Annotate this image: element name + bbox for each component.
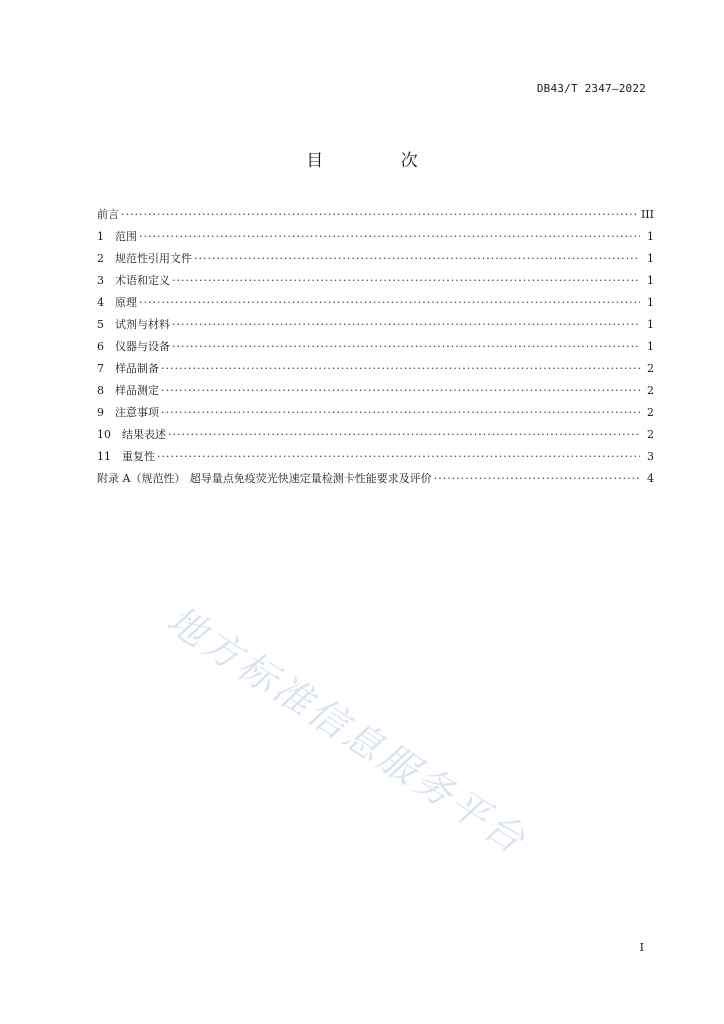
toc-entry-label: 前言 xyxy=(97,208,119,221)
toc-entry-label: 仪器与设备 xyxy=(115,340,170,353)
toc-entry-1[interactable] xyxy=(97,226,654,248)
toc-entry-11[interactable] xyxy=(97,446,654,468)
toc-entry-page: 1 xyxy=(647,296,654,309)
toc-entry-number: 9 xyxy=(97,406,104,419)
toc-leader-dots xyxy=(194,248,640,270)
toc-entry-number: 1 xyxy=(97,230,104,243)
toc-entry-label: 规范性引用文件 xyxy=(115,252,192,265)
toc-entry-page: 1 xyxy=(647,318,654,331)
toc-entry-number: 4 xyxy=(97,296,104,309)
table-of-contents xyxy=(97,204,654,490)
toc-leader-dots xyxy=(161,402,640,424)
toc-entry-page: 2 xyxy=(647,406,654,419)
appendix-prefix: 附录 A（规范性） xyxy=(97,472,186,485)
toc-title: 目 次 xyxy=(306,151,454,171)
document-code: DB43/T 2347—2022 xyxy=(536,82,646,95)
toc-entry-page: 4 xyxy=(647,472,654,485)
toc-entry-7[interactable] xyxy=(97,358,654,380)
toc-entry-6[interactable] xyxy=(97,336,654,358)
toc-leader-dots xyxy=(161,380,640,402)
toc-entry-label: 原理 xyxy=(115,296,137,309)
toc-entry-label: 重复性 xyxy=(122,450,155,463)
toc-entry-label: 样品制备 xyxy=(115,362,159,375)
toc-leader-dots xyxy=(161,358,640,380)
toc-leader-dots xyxy=(157,446,640,468)
toc-leader-dots xyxy=(434,468,640,490)
toc-entry-number: 6 xyxy=(97,340,104,353)
page-number: I xyxy=(639,941,644,954)
toc-entry-page: 1 xyxy=(647,252,654,265)
toc-entry-page: 2 xyxy=(647,428,654,441)
toc-entry-page: 2 xyxy=(647,384,654,397)
toc-entry-page: 2 xyxy=(647,362,654,375)
toc-entry-3[interactable] xyxy=(97,270,654,292)
toc-entry-label: 范围 xyxy=(115,230,137,243)
toc-leader-dots xyxy=(172,336,640,358)
toc-leader-dots xyxy=(172,314,640,336)
toc-entry-page: 1 xyxy=(647,340,654,353)
toc-entry-4[interactable] xyxy=(97,292,654,314)
toc-entry-number: 8 xyxy=(97,384,104,397)
toc-entry-10[interactable] xyxy=(97,424,654,446)
toc-entry-number: 10 xyxy=(97,428,111,441)
toc-entry-appendix-a[interactable] xyxy=(97,468,654,490)
toc-entry-page: 1 xyxy=(647,274,654,287)
toc-entry-number: 7 xyxy=(97,362,104,375)
watermark: 地方标准信息服务平台 xyxy=(159,597,536,864)
toc-entry-8[interactable] xyxy=(97,380,654,402)
toc-entry-5[interactable] xyxy=(97,314,654,336)
toc-leader-dots xyxy=(172,270,640,292)
toc-leader-dots xyxy=(139,292,640,314)
toc-entry-label: 试剂与材料 xyxy=(115,318,170,331)
toc-leader-dots xyxy=(139,226,640,248)
toc-entry-page: 3 xyxy=(647,450,654,463)
toc-entry-number: 11 xyxy=(97,450,111,463)
toc-entry-label: 结果表述 xyxy=(122,428,166,441)
toc-leader-dots xyxy=(121,204,637,226)
toc-entry-label: 样品测定 xyxy=(115,384,159,397)
toc-entry-number: 3 xyxy=(97,274,104,287)
appendix-label: 超导量点免疫荧光快速定量检测卡性能要求及评价 xyxy=(189,472,432,485)
toc-entry-label: 注意事项 xyxy=(115,406,159,419)
toc-entry-2[interactable] xyxy=(97,248,654,270)
toc-entry-label: 术语和定义 xyxy=(115,274,170,287)
toc-entry-9[interactable] xyxy=(97,402,654,424)
toc-entry-page: III xyxy=(640,208,654,221)
toc-entry-number: 2 xyxy=(97,252,104,265)
toc-entry-foreword[interactable] xyxy=(97,204,654,226)
toc-entry-number: 5 xyxy=(97,318,104,331)
toc-leader-dots xyxy=(168,424,640,446)
toc-entry-page: 1 xyxy=(647,230,654,243)
